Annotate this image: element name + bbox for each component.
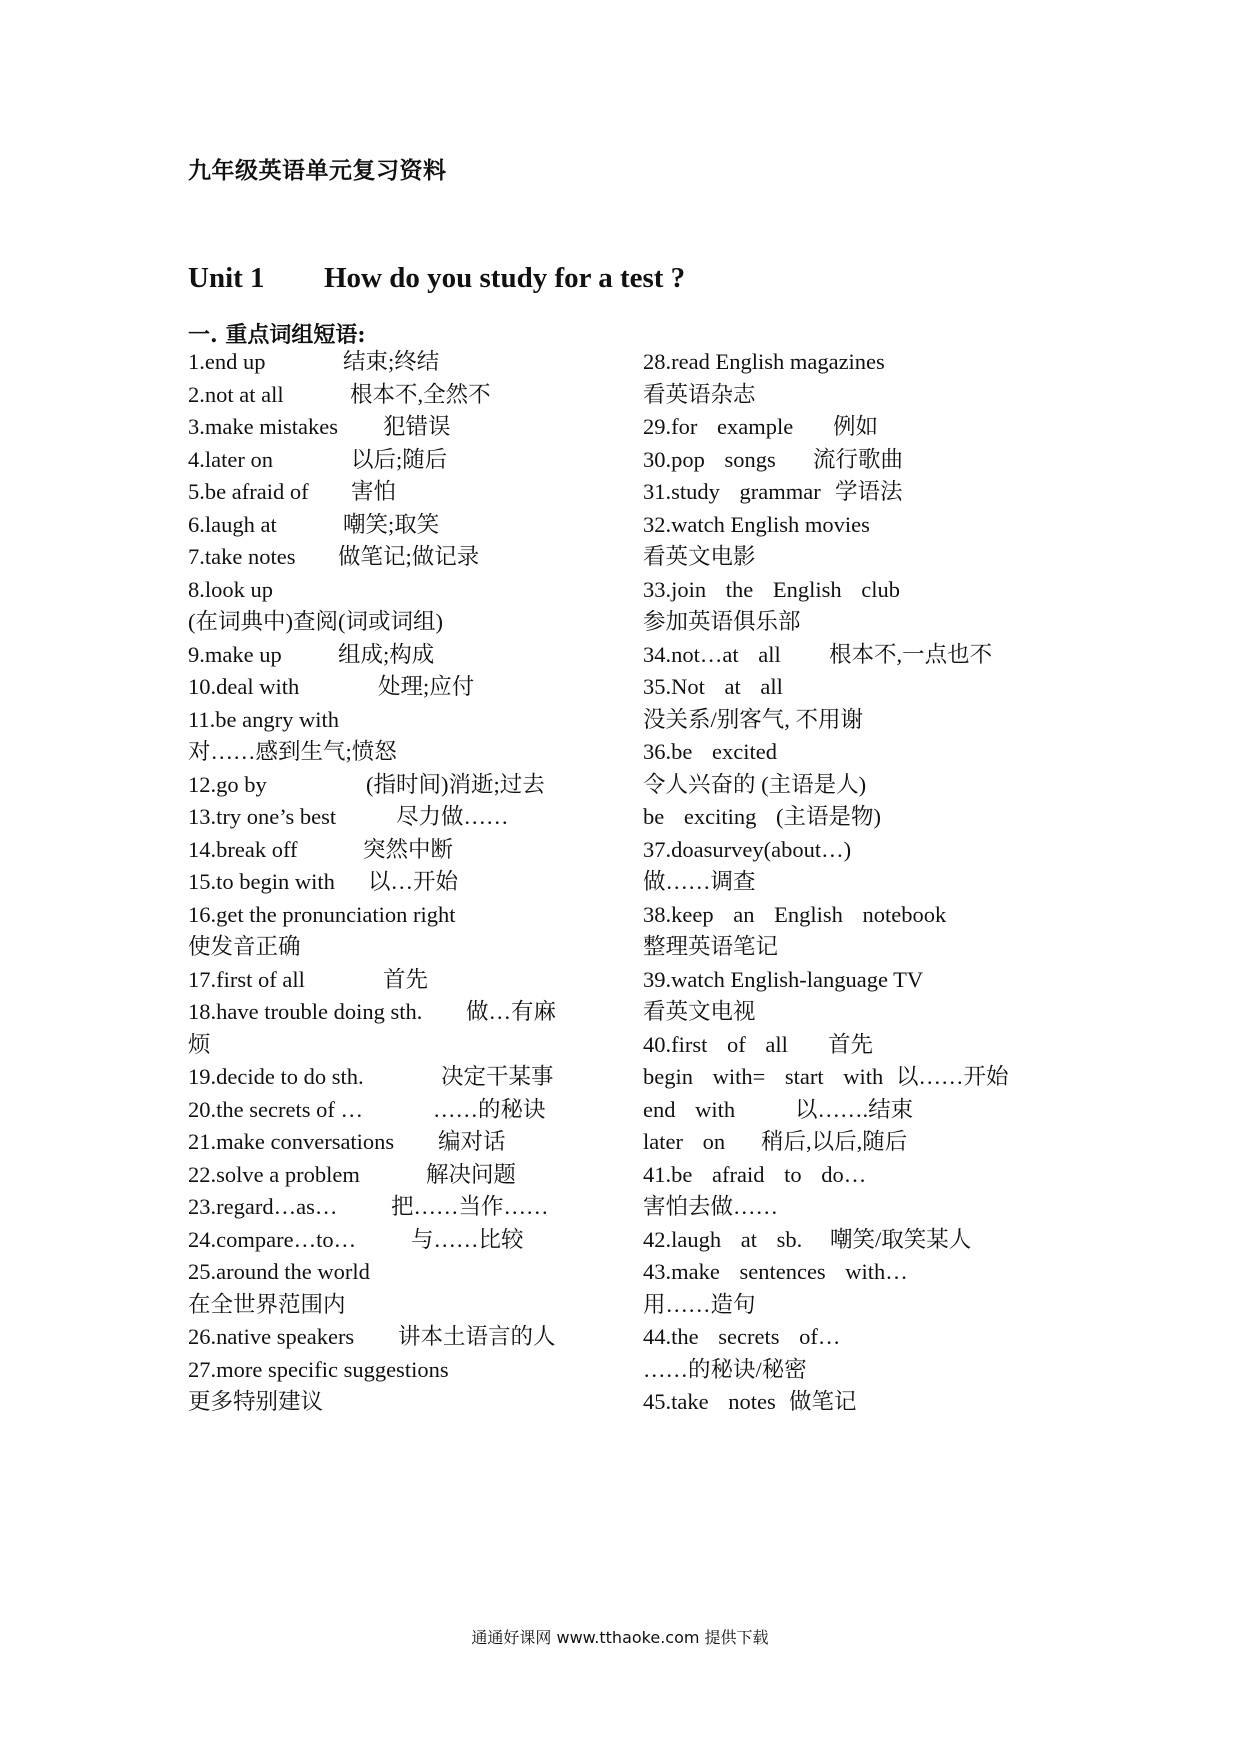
phrase-line: [643, 1029, 1063, 1062]
phrase-column-left: [188, 346, 618, 1419]
phrase-english: 整理英语笔记: [643, 934, 779, 959]
phrase-line: [188, 509, 618, 542]
phrase-chinese: 做笔记: [789, 1389, 857, 1414]
phrase-english: 29.for example: [643, 414, 794, 439]
phrase-line: [643, 476, 1063, 509]
phrase-english: 30.pop songs: [643, 446, 776, 472]
phrase-english: 13.try one’s best: [188, 804, 337, 829]
phrase-line: [188, 834, 618, 867]
phrase-english: 3.make mistakes: [188, 414, 338, 439]
unit-number: Unit 1: [188, 262, 265, 294]
phrase-line: [643, 541, 1063, 574]
phrase-english: 45.take notes: [643, 1389, 776, 1414]
phrase-english: 24.compare…to…: [188, 1226, 357, 1252]
phrase-chinese: 例如: [833, 414, 879, 439]
phrase-english: 8.look up: [188, 576, 274, 602]
phrase-line: [188, 1224, 618, 1257]
phrase-line: [188, 704, 618, 737]
phrase-english: 7.take notes: [188, 544, 296, 569]
section-heading: 一. 重点词组短语:: [188, 322, 366, 348]
phrase-english: 4.later on: [188, 446, 273, 472]
phrase-english: 更多特别建议: [188, 1389, 324, 1414]
phrase-line: [643, 411, 1063, 444]
phrase-english: 6.laugh at: [188, 511, 277, 537]
phrase-english: 42.laugh at sb.: [643, 1226, 803, 1252]
phrase-column-right: [643, 346, 1063, 1419]
phrase-chinese: 以…开始: [368, 869, 459, 894]
phrase-chinese: ……的秘诀: [433, 1096, 546, 1122]
phrase-english: 40.first of all: [643, 1031, 788, 1057]
phrase-english: 36.be excited: [643, 739, 777, 764]
phrase-chinese: 尽力做……: [396, 804, 509, 829]
phrase-chinese: 以……开始: [896, 1064, 1009, 1089]
phrase-english: 33.join the English club: [643, 576, 900, 602]
phrase-english: 15.to begin with: [188, 869, 335, 894]
phrase-line: [643, 606, 1063, 639]
phrase-line: [188, 1256, 618, 1289]
phrase-line: [643, 346, 1063, 379]
phrase-line: [188, 1191, 618, 1224]
phrase-line: [643, 899, 1063, 932]
phrase-line: [643, 866, 1063, 899]
phrase-english: 17.first of all: [188, 966, 305, 992]
phrase-english: 1.end up: [188, 349, 266, 374]
phrase-chinese: 结束;终结: [343, 349, 440, 374]
phrase-line: [643, 379, 1063, 412]
phrase-english: 烦: [188, 1031, 211, 1057]
phrase-english: 2.not at all: [188, 381, 284, 407]
phrase-chinese: 首先: [383, 966, 429, 992]
phrase-chinese: 害怕: [351, 479, 397, 504]
phrase-english: 10.deal with: [188, 674, 300, 699]
phrase-line: [188, 1061, 618, 1094]
phrase-english: later on: [643, 1129, 726, 1154]
phrase-english: 5.be afraid of: [188, 479, 309, 504]
phrase-line: [188, 1029, 618, 1062]
phrase-line: [643, 574, 1063, 607]
phrase-english: 9.make up: [188, 641, 282, 667]
phrase-line: [643, 704, 1063, 737]
phrase-line: [188, 736, 618, 769]
phrase-line: [188, 346, 618, 379]
phrase-english: 对……感到生气;愤怒: [188, 739, 397, 764]
phrase-chinese: 根本不,全然不: [350, 381, 491, 407]
phrase-line: [643, 1159, 1063, 1192]
phrase-chinese: 犯错误: [383, 414, 451, 439]
phrase-english: 18.have trouble doing sth.: [188, 999, 423, 1024]
phrase-line: [188, 1354, 618, 1387]
phrase-english: 28.read English magazines: [643, 349, 885, 374]
phrase-chinese: 决定干某事: [441, 1064, 554, 1089]
phrase-english: 20.the secrets of …: [188, 1096, 363, 1122]
phrase-english: 参加英语俱乐部: [643, 609, 801, 634]
phrase-english: 22.solve a problem: [188, 1161, 360, 1187]
phrase-line: [188, 964, 618, 997]
phrase-line: [643, 1191, 1063, 1224]
phrase-chinese: 流行歌曲: [813, 446, 904, 472]
phrase-chinese: 突然中断: [363, 836, 454, 862]
phrase-line: [188, 379, 618, 412]
phrase-chinese: 做…有麻: [466, 999, 557, 1024]
phrase-line: [188, 899, 618, 932]
phrase-line: [643, 1289, 1063, 1322]
phrase-chinese: 嘲笑/取笑某人: [830, 1226, 972, 1252]
phrase-english: 35.Not at all: [643, 674, 783, 699]
phrase-english: 12.go by: [188, 771, 267, 797]
phrase-english: 21.make conversations: [188, 1129, 395, 1154]
phrase-line: [643, 1354, 1063, 1387]
phrase-line: [643, 671, 1063, 704]
phrase-english: ……的秘诀/秘密: [643, 1356, 807, 1382]
phrase-english: 23.regard…as…: [188, 1194, 338, 1219]
phrase-line: [643, 509, 1063, 542]
phrase-chinese: 稍后,以后,随后: [761, 1129, 908, 1154]
phrase-line: [188, 639, 618, 672]
phrase-line: [188, 1159, 618, 1192]
phrase-english: 在全世界范围内: [188, 1291, 346, 1317]
phrase-line: [643, 1386, 1063, 1419]
phrase-line: [188, 1386, 618, 1419]
phrase-english: 看英语杂志: [643, 381, 756, 407]
phrase-chinese: 以后;随后: [351, 446, 448, 472]
phrase-line: [643, 964, 1063, 997]
phrase-chinese: 与……比较: [411, 1226, 524, 1252]
phrase-line: [643, 801, 1063, 834]
phrase-english: 31.study grammar: [643, 479, 821, 504]
phrase-line: [188, 1321, 618, 1354]
phrase-line: [188, 444, 618, 477]
phrase-chinese: 嘲笑;取笑: [343, 511, 440, 537]
phrase-english: 做……调查: [643, 869, 756, 894]
phrase-line: [188, 606, 618, 639]
phrase-english: 43.make sentences with…: [643, 1259, 908, 1284]
phrase-line: [188, 1289, 618, 1322]
phrase-english: 11.be angry with: [188, 706, 340, 732]
phrase-english: 44.the secrets of…: [643, 1324, 841, 1349]
phrase-chinese: 学语法: [835, 479, 903, 504]
phrase-chinese: 编对话: [438, 1129, 506, 1154]
phrase-chinese: 做笔记;做记录: [338, 544, 480, 569]
phrase-english: 使发音正确: [188, 934, 301, 959]
phrase-chinese: 首先: [828, 1031, 874, 1057]
phrase-english: 37.doasurvey(about…): [643, 836, 852, 862]
phrase-chinese: 解决问题: [426, 1161, 517, 1187]
phrase-line: [188, 411, 618, 444]
phrase-line: [643, 1321, 1063, 1354]
phrase-english: 34.not…at all: [643, 641, 781, 667]
phrase-english: 19.decide to do sth.: [188, 1064, 364, 1089]
phrase-line: [188, 541, 618, 574]
phrase-line: [188, 931, 618, 964]
phrase-line: [188, 574, 618, 607]
phrase-line: [188, 476, 618, 509]
document-title: 九年级英语单元复习资料: [188, 157, 447, 184]
phrase-english: 38.keep an English notebook: [643, 901, 947, 927]
phrase-chinese: (指时间)消逝;过去: [366, 771, 545, 797]
unit-heading: [188, 262, 685, 295]
phrase-line: [643, 1126, 1063, 1159]
phrase-chinese: 把……当作……: [391, 1194, 549, 1219]
phrase-english: be exciting (主语是物): [643, 804, 881, 829]
phrase-chinese: 处理;应付: [378, 674, 475, 699]
unit-title: How do you study for a test ?: [324, 262, 686, 294]
phrase-english: 39.watch English-language TV: [643, 966, 924, 992]
phrase-english: (在词典中)查阅(词或词组): [188, 609, 443, 634]
phrase-english: begin with= start with: [643, 1064, 884, 1089]
phrase-english: 27.more specific suggestions: [188, 1356, 449, 1382]
phrase-line: [643, 444, 1063, 477]
phrase-line: [188, 1094, 618, 1127]
phrase-chinese: 讲本土语言的人: [398, 1324, 556, 1349]
phrase-english: 令人兴奋的 (主语是人): [643, 771, 867, 797]
phrase-english: 26.native speakers: [188, 1324, 355, 1349]
phrase-line: [643, 1256, 1063, 1289]
phrase-chinese: 组成;构成: [338, 641, 435, 667]
phrase-line: [643, 996, 1063, 1029]
phrase-line: [643, 769, 1063, 802]
phrase-english: 看英文电影: [643, 544, 756, 569]
phrase-line: [643, 931, 1063, 964]
phrase-line: [188, 1126, 618, 1159]
page-footer: 通通好课网 www.tthaoke.com 提供下载: [471, 1628, 769, 1647]
phrase-english: 看英文电视: [643, 999, 756, 1024]
phrase-line: [643, 834, 1063, 867]
phrase-english: 用……造句: [643, 1291, 756, 1317]
phrase-english: 41.be afraid to do…: [643, 1161, 867, 1187]
phrase-chinese: 根本不,一点也不: [829, 641, 993, 667]
phrase-english: 害怕去做……: [643, 1194, 779, 1219]
phrase-line: [643, 639, 1063, 672]
phrase-line: [188, 769, 618, 802]
phrase-line: [643, 1224, 1063, 1257]
phrase-english: 32.watch English movies: [643, 511, 870, 537]
phrase-line: [188, 671, 618, 704]
phrase-line: [188, 996, 618, 1029]
phrase-chinese: 以…….结束: [795, 1096, 914, 1122]
phrase-line: [188, 866, 618, 899]
phrase-english: 没关系/别客气, 不用谢: [643, 706, 864, 732]
phrase-english: 14.break off: [188, 836, 298, 862]
phrase-english: 16.get the pronunciation right: [188, 901, 456, 927]
phrase-line: [643, 1061, 1063, 1094]
phrase-english: end with: [643, 1096, 736, 1122]
phrase-line: [188, 801, 618, 834]
phrase-line: [643, 1094, 1063, 1127]
phrase-english: 25.around the world: [188, 1259, 370, 1284]
phrase-line: [643, 736, 1063, 769]
